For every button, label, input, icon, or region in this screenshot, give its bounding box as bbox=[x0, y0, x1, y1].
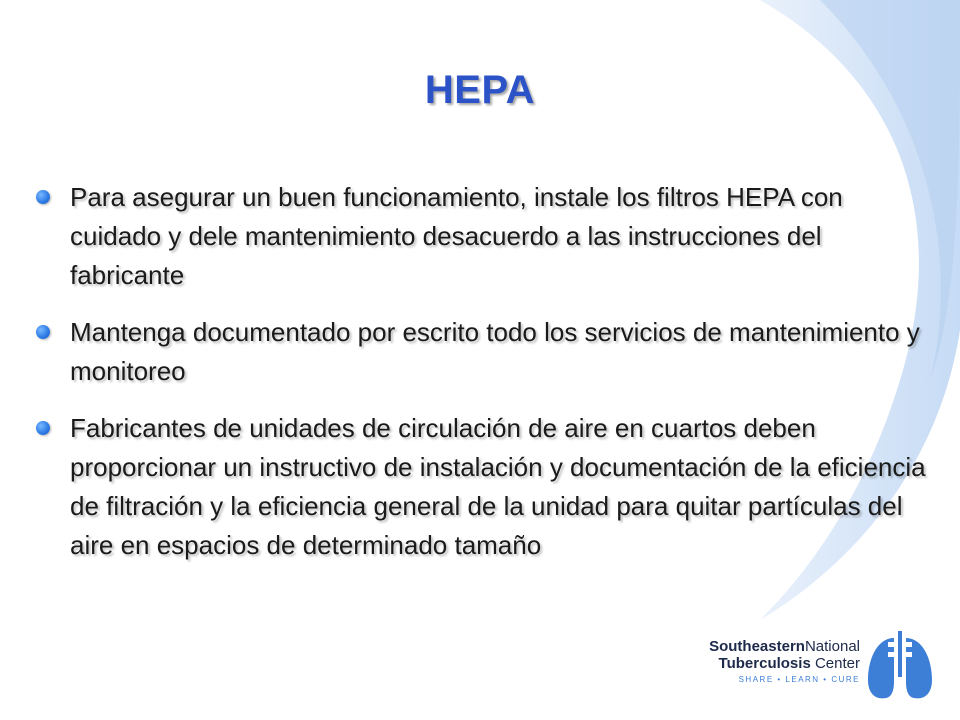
bullet-dot-icon bbox=[36, 325, 50, 339]
logo-text bbox=[680, 638, 860, 684]
logo-word-tuberculosis: Tuberculosis bbox=[718, 655, 811, 672]
bullet-item bbox=[36, 313, 936, 391]
logo-line-1 bbox=[680, 638, 860, 655]
bullet-text: Fabricantes de unidades de circulación de aire en cuartos deben proporcionar un instructivo de instalación y documentación de la eficiencia de filtración y la eficiencia general de la unidad para quitar partículas del aire en espacios de determinado tamaño bbox=[70, 413, 926, 560]
logo-word-center: Center bbox=[814, 655, 860, 672]
bullet-item bbox=[36, 178, 936, 295]
slide-title: HEPA bbox=[424, 68, 536, 112]
lungs-cross-icon bbox=[864, 628, 936, 708]
bullet-text: Para asegurar un buen funcionamiento, instale los filtros HEPA con cuidado y dele mantenimiento desacuerdo a las instrucciones del fabricante bbox=[70, 182, 843, 290]
bullet-item bbox=[36, 409, 936, 565]
logo-word-southeastern: Southeastern bbox=[709, 638, 805, 655]
sntc-logo bbox=[680, 628, 940, 708]
logo-line-2 bbox=[680, 655, 860, 672]
logo-tagline: SHARE • LEARN • CURE bbox=[738, 675, 860, 684]
bullet-dot-icon bbox=[36, 421, 50, 435]
logo-word-national: National bbox=[804, 638, 860, 655]
bullet-text: Mantenga documentado por escrito todo los servicios de mantenimiento y monitoreo bbox=[70, 317, 920, 386]
bullet-list bbox=[36, 178, 936, 583]
bullet-dot-icon bbox=[36, 190, 50, 204]
